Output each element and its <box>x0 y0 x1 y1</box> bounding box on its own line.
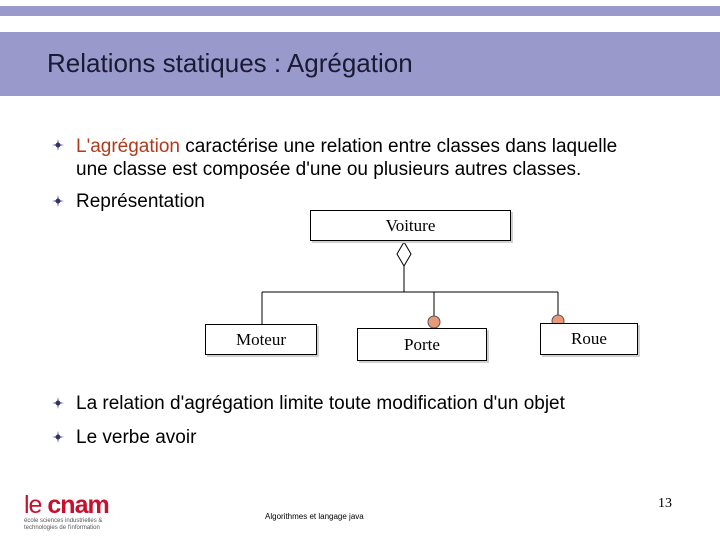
class-voiture: Voiture <box>310 210 511 241</box>
bullet-icon <box>52 431 64 443</box>
footer-course-title: Algorithmes et langage java <box>265 512 364 521</box>
logo-subline-1: école sciences industrielles & <box>24 518 103 524</box>
cnam-logo <box>24 492 109 532</box>
lollipop-porte <box>428 316 440 328</box>
page-number: 13 <box>658 496 672 511</box>
bullet-text-line2: une classe est composée d'une ou plusieurs autres classes. <box>76 159 582 180</box>
aggregation-diamond <box>397 242 411 266</box>
logo-wordmark: le cnam <box>24 491 109 519</box>
class-roue: Roue <box>540 323 638 355</box>
bullet-text-rest: caractérise une relation entre classes dans laquelle <box>180 136 618 157</box>
bullet-text-modification: La relation d'agrégation limite toute modification d'un objet <box>76 393 565 414</box>
bullet-text-representation: Représentation <box>76 191 205 212</box>
class-moteur: Moteur <box>205 324 317 355</box>
slide-title: Relations statiques : Agrégation <box>47 48 413 78</box>
bullet-text-verbe: Le verbe avoir <box>76 427 197 448</box>
highlight-term: L'agrégation <box>76 136 180 157</box>
logo-subline-2: technologies de l'information <box>24 525 100 531</box>
class-porte: Porte <box>357 328 487 361</box>
bullet-icon <box>52 397 64 409</box>
